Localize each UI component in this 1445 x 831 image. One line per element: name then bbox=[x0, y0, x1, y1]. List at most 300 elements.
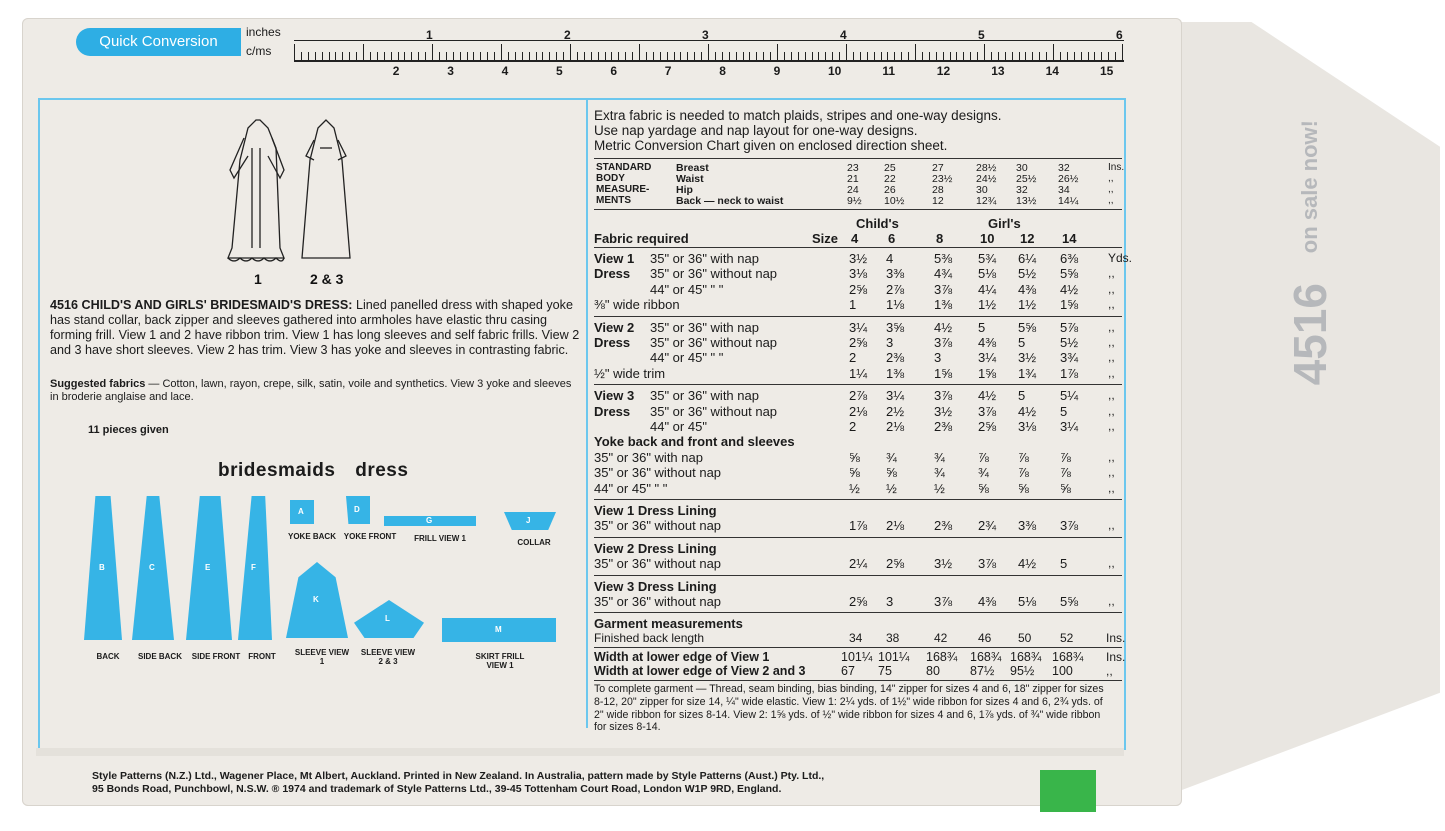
row-value: ⅝ bbox=[1018, 480, 1029, 496]
row-value: 4⅜ bbox=[978, 335, 997, 350]
row-value: 5 bbox=[1060, 403, 1068, 419]
row-unit: ,, bbox=[1108, 281, 1115, 296]
pieces-title: bridesmaids dress bbox=[218, 460, 409, 481]
ruler-tick bbox=[370, 52, 371, 60]
row-value: ¾ bbox=[934, 449, 945, 465]
row-value: ⅞ bbox=[1060, 465, 1071, 481]
row-value: 4½ bbox=[978, 388, 997, 404]
row-unit: ,, bbox=[1108, 403, 1115, 418]
ruler-tick bbox=[791, 52, 792, 60]
ruler-tick bbox=[598, 52, 599, 60]
ruler-tick bbox=[867, 52, 868, 60]
row-unit: ,, bbox=[1108, 335, 1115, 349]
row-value: 1⅝ bbox=[1060, 297, 1079, 313]
measure-value: 25½ bbox=[1016, 173, 1037, 185]
ruler-tick bbox=[515, 52, 516, 60]
row-value: ⅞ bbox=[1060, 449, 1071, 465]
row-value: 4½ bbox=[934, 319, 953, 335]
row-fabric: 44" or 45" bbox=[650, 419, 707, 434]
row-value: 1⅜ bbox=[934, 297, 953, 313]
ruler-tick bbox=[639, 44, 640, 60]
row-value: 5¾ bbox=[978, 251, 997, 266]
measure-unit: ,, bbox=[1108, 195, 1114, 206]
size-8: 8 bbox=[936, 231, 944, 246]
cm-mark-10: 10 bbox=[828, 64, 842, 78]
row-value: 2⅜ bbox=[934, 518, 953, 534]
row-value: 6⅜ bbox=[1060, 251, 1079, 266]
row-value: 4¾ bbox=[934, 266, 953, 282]
footer-line-2: 95 Bonds Road, Punchbowl, N.S.W. ® 1974 and trademark of Style Patterns Ltd., 39-45 Tottenham Court Road, London W1P 9RD, England. bbox=[92, 783, 782, 795]
dress-illustration bbox=[222, 108, 372, 292]
cm-mark-5: 5 bbox=[556, 64, 563, 78]
measure-value: 34 bbox=[1058, 184, 1070, 196]
measure-unit: ,, bbox=[1108, 173, 1114, 184]
measure-name: Breast bbox=[676, 162, 709, 174]
row-value: 1 bbox=[849, 297, 857, 313]
size-12: 12 bbox=[1020, 231, 1035, 246]
flap-sale-text: on sale now! bbox=[1297, 120, 1322, 254]
row-unit: ,, bbox=[1108, 365, 1115, 380]
pattern-piece-label: SLEEVE VIEW 2 & 3 bbox=[360, 648, 416, 666]
row-value: 3⅛ bbox=[849, 266, 868, 282]
ruler-tick bbox=[487, 52, 488, 60]
row-unit: ,, bbox=[1108, 518, 1115, 533]
pattern-piece-letter: A bbox=[298, 507, 304, 516]
ruler-tick bbox=[501, 44, 502, 60]
finished-back-value: 38 bbox=[886, 631, 900, 646]
ruler-tick bbox=[1088, 52, 1089, 60]
measure-value: 24 bbox=[847, 184, 859, 196]
row-value: 3½ bbox=[849, 251, 868, 266]
suggested-fabrics-text: — Cotton, lawn, rayon, crepe, silk, satin, voile and synthetics. View 3 yoke and sleeves in broderie anglaise and lace. bbox=[50, 378, 572, 403]
cm-mark-2: 2 bbox=[392, 64, 400, 78]
row-fabric: 35" or 36" with nap bbox=[650, 319, 759, 335]
row-value: 2¼ bbox=[849, 556, 868, 572]
ruler-tick bbox=[605, 52, 606, 60]
ruler-tick bbox=[494, 52, 495, 60]
ruler-tick bbox=[570, 44, 571, 60]
row-fabric: 44" or 45" " " bbox=[650, 281, 724, 297]
ruler-tick bbox=[950, 52, 951, 60]
row-unit: Yds. bbox=[1108, 251, 1133, 265]
table-rule bbox=[594, 612, 1122, 613]
measure-value: 14¼ bbox=[1058, 195, 1079, 207]
row-value: 2⅞ bbox=[886, 281, 905, 297]
pattern-piece-letter: B bbox=[99, 563, 105, 572]
row-unit: ,, bbox=[1108, 297, 1115, 312]
childs-header: Child's bbox=[856, 216, 899, 231]
ruler-tick bbox=[922, 52, 923, 60]
row-label: View 2 Dress Lining bbox=[594, 540, 717, 556]
ruler-tick bbox=[818, 52, 819, 60]
ruler-tick bbox=[936, 52, 937, 60]
ruler-tick bbox=[542, 52, 543, 60]
row-value: 1⅛ bbox=[886, 297, 905, 313]
measure-value: 10½ bbox=[884, 195, 905, 207]
measure-value: 26 bbox=[884, 184, 896, 196]
row-value: ½ bbox=[934, 480, 945, 496]
ruler-tick bbox=[839, 52, 840, 60]
ruler-tick bbox=[349, 52, 350, 60]
ruler-tick bbox=[777, 44, 778, 60]
pattern-piece-letter: L bbox=[385, 614, 390, 623]
row-value: 3½ bbox=[934, 556, 953, 572]
pattern-piece-label: SLEEVE VIEW 1 bbox=[294, 648, 350, 666]
row-value: 5⅛ bbox=[1018, 594, 1037, 609]
ruler-tick bbox=[322, 52, 323, 60]
pattern-description-body: Lined panelled dress with shaped yoke has stand collar, back zipper and sleeves gathered into armholes have elastic thru casing forming frill. View 1 and 2 have ribbon trim. View 1 has long sleeves and self fabric frills. View 2 and 3 have short sleeves. View 2 has trim. View 3 has yoke and sleeves in contrasting fabric. bbox=[50, 298, 580, 357]
width-value: 100 bbox=[1052, 664, 1073, 679]
row-label: View 1 bbox=[594, 251, 635, 266]
ruler-tick bbox=[1101, 52, 1102, 60]
row-label: ½" wide trim bbox=[594, 365, 666, 381]
ruler-tick bbox=[618, 52, 619, 60]
ruler-tick bbox=[998, 52, 999, 60]
ruler-tick bbox=[853, 52, 854, 60]
measure-value: 12¾ bbox=[976, 195, 997, 207]
row-value: 2⅜ bbox=[886, 350, 905, 366]
ruler-tick bbox=[625, 52, 626, 60]
pattern-description bbox=[50, 298, 582, 358]
row-value: ⅝ bbox=[849, 465, 860, 481]
row-value: 3⅞ bbox=[934, 388, 953, 404]
row-label: 35" or 36" without nap bbox=[594, 465, 722, 481]
inch-mark-1: 1 bbox=[426, 28, 433, 42]
ruler-tick bbox=[632, 52, 633, 60]
ruler-tick bbox=[874, 52, 875, 60]
ruler-tick bbox=[446, 52, 447, 60]
row-value: ¾ bbox=[978, 465, 989, 481]
pattern-piece-label: YOKE BACK bbox=[287, 532, 336, 541]
ruler-tick bbox=[680, 52, 681, 60]
ruler-tick bbox=[522, 52, 523, 60]
ruler-tick bbox=[473, 52, 474, 60]
flap-print bbox=[1240, 120, 1380, 720]
row-value: 1¾ bbox=[1018, 365, 1037, 381]
row-value: 2⅝ bbox=[886, 556, 905, 572]
ruler-tick bbox=[1060, 52, 1061, 60]
row-fabric: 44" or 45" " " bbox=[650, 350, 724, 366]
size-6: 6 bbox=[888, 231, 896, 246]
width-value: 168¾ bbox=[926, 650, 958, 665]
size-10: 10 bbox=[980, 231, 995, 246]
ruler-tick bbox=[894, 52, 895, 60]
row-value: 3⅜ bbox=[886, 266, 905, 282]
row-value: ½ bbox=[849, 480, 860, 496]
measure-value: 26½ bbox=[1058, 173, 1079, 185]
ruler-tick bbox=[798, 52, 799, 60]
inch-mark-4: 4 bbox=[840, 28, 847, 42]
ruler-tick bbox=[970, 52, 971, 60]
row-value: ⅝ bbox=[886, 465, 897, 481]
ruler-tick bbox=[529, 52, 530, 60]
ruler-tick bbox=[301, 52, 302, 60]
measure-value: 9½ bbox=[847, 195, 862, 207]
ruler-tick bbox=[384, 52, 385, 60]
finished-back-value: 52 bbox=[1060, 631, 1074, 646]
inch-scale-line bbox=[294, 40, 1124, 41]
ruler-tick bbox=[591, 52, 592, 60]
row-value: 4½ bbox=[1018, 556, 1037, 572]
row-value: 2 bbox=[849, 350, 857, 366]
cm-mark-15: 15 bbox=[1100, 64, 1114, 78]
ruler-tick bbox=[736, 52, 737, 60]
girls-header: Girl's bbox=[988, 216, 1021, 231]
ruler-tick bbox=[1005, 52, 1006, 60]
row-value: 3¼ bbox=[978, 350, 997, 366]
standard-body-label: STANDARD bbox=[596, 162, 652, 173]
ruler-tick bbox=[584, 52, 585, 60]
ruler-tick bbox=[701, 52, 702, 60]
row-value: 1¼ bbox=[849, 365, 868, 381]
ruler-tick bbox=[356, 52, 357, 60]
cm-mark-11: 11 bbox=[882, 64, 896, 78]
inch-mark-2: 2 bbox=[564, 28, 571, 42]
row-value: 4¼ bbox=[978, 281, 997, 297]
ruler-tick bbox=[729, 52, 730, 60]
row-value: 5 bbox=[978, 319, 986, 335]
measure-value: 22 bbox=[884, 173, 896, 185]
row-label: View 3 Dress Lining bbox=[594, 578, 717, 594]
width-value: 87½ bbox=[970, 664, 995, 679]
row-value: 3⅜ bbox=[1018, 518, 1037, 534]
width-value: 75 bbox=[878, 664, 892, 679]
ruler-tick bbox=[929, 52, 930, 60]
row-value: 3¼ bbox=[886, 388, 905, 404]
row-value: ¾ bbox=[886, 449, 897, 465]
cm-mark-8: 8 bbox=[719, 64, 726, 78]
table-rule bbox=[594, 647, 1122, 648]
ruler-tick bbox=[722, 52, 723, 60]
width-unit: Ins. bbox=[1106, 650, 1126, 665]
row-value: 5¼ bbox=[1060, 388, 1079, 404]
ruler-tick bbox=[611, 52, 612, 60]
inch-mark-5: 5 bbox=[978, 28, 985, 42]
cm-mark-4: 4 bbox=[501, 64, 509, 78]
ruler-tick bbox=[480, 52, 481, 60]
measure-value: 32 bbox=[1016, 184, 1028, 196]
row-value: ⅞ bbox=[978, 449, 989, 465]
row-label: View 2 bbox=[594, 319, 635, 335]
ruler-tick bbox=[1074, 52, 1075, 60]
pieces-given: 11 pieces given bbox=[88, 424, 169, 436]
row-unit: ,, bbox=[1108, 449, 1115, 464]
row-unit: ,, bbox=[1108, 480, 1115, 495]
row-unit: ,, bbox=[1108, 419, 1115, 433]
row-value: 5 bbox=[1060, 556, 1068, 572]
ruler-tick bbox=[335, 52, 336, 60]
ruler-tick bbox=[805, 52, 806, 60]
ruler-tick bbox=[653, 52, 654, 60]
row-value: 5⅞ bbox=[1060, 319, 1079, 335]
ruler-tick bbox=[418, 52, 419, 60]
ruler-tick bbox=[825, 52, 826, 60]
ruler-tick bbox=[308, 52, 309, 60]
measure-value: 30 bbox=[976, 184, 988, 196]
ruler-tick bbox=[963, 52, 964, 60]
row-value: 1⅜ bbox=[886, 365, 905, 381]
inches-label: inches bbox=[246, 25, 281, 39]
ruler-tick bbox=[1012, 52, 1013, 60]
width-unit: ,, bbox=[1106, 664, 1113, 679]
conversion-ruler bbox=[244, 22, 1130, 78]
row-unit: ,, bbox=[1108, 319, 1115, 334]
ruler-tick bbox=[715, 52, 716, 60]
row-value: 3⅞ bbox=[934, 594, 953, 609]
measure-value: 32 bbox=[1058, 162, 1070, 174]
row-label: Dress bbox=[594, 335, 631, 350]
width-value: 80 bbox=[926, 664, 940, 679]
ruler-tick bbox=[977, 52, 978, 60]
finished-back-label: Finished back length bbox=[594, 631, 705, 646]
width-value: 95½ bbox=[1010, 664, 1035, 679]
row-label: 44" or 45" " " bbox=[594, 480, 668, 496]
row-value: 4½ bbox=[1018, 403, 1037, 419]
cms-label: c/ms bbox=[246, 44, 272, 58]
pattern-piece-letter: C bbox=[149, 563, 155, 572]
ruler-tick bbox=[812, 52, 813, 60]
row-label: 35" or 36" with nap bbox=[594, 449, 703, 465]
pattern-piece-label: FRILL VIEW 1 bbox=[414, 534, 466, 543]
row-value: 5⅛ bbox=[978, 266, 997, 282]
row-label: View 3 bbox=[594, 388, 635, 404]
row-label: Dress bbox=[594, 266, 631, 282]
width-value: 168¾ bbox=[970, 650, 1002, 665]
measure-value: 30 bbox=[1016, 162, 1028, 174]
ruler-tick bbox=[398, 52, 399, 60]
cm-mark-13: 13 bbox=[991, 64, 1005, 78]
row-value: 4½ bbox=[1060, 281, 1079, 297]
intro-line: Use nap yardage and nap layout for one-way designs. bbox=[594, 123, 918, 138]
ruler-tick bbox=[577, 52, 578, 60]
table-rule bbox=[594, 575, 1122, 576]
row-value: 1⅝ bbox=[978, 365, 997, 381]
ruler-tick bbox=[887, 52, 888, 60]
pattern-piece-letter: G bbox=[426, 516, 433, 525]
cm-mark-7: 7 bbox=[664, 64, 672, 78]
row-value: 3⅞ bbox=[934, 335, 953, 350]
row-value: ½ bbox=[886, 480, 897, 496]
ruler-tick bbox=[329, 52, 330, 60]
ruler-tick bbox=[1081, 52, 1082, 60]
pattern-piece-label: SIDE FRONT bbox=[191, 652, 241, 661]
row-value: 3 bbox=[886, 335, 894, 350]
measure-name: Back — neck to waist bbox=[676, 195, 784, 207]
row-value: 3 bbox=[886, 594, 894, 609]
publisher-footer bbox=[92, 770, 992, 796]
green-label bbox=[1040, 770, 1096, 812]
ruler-tick bbox=[315, 52, 316, 60]
measure-name: Waist bbox=[676, 173, 704, 185]
suggested-fabrics bbox=[50, 378, 582, 404]
ruler-tick bbox=[556, 52, 557, 60]
table-rule bbox=[594, 537, 1122, 538]
row-fabric: 35" or 36" without nap bbox=[650, 403, 778, 419]
ruler-tick bbox=[1039, 52, 1040, 60]
envelope-bottom-strip bbox=[36, 748, 1124, 756]
row-value: 2⅝ bbox=[849, 594, 868, 609]
cm-mark-3: 3 bbox=[447, 64, 454, 78]
row-value: 3¼ bbox=[849, 319, 868, 335]
ruler-tick bbox=[508, 52, 509, 60]
flap-pattern-number: 4516 bbox=[1284, 283, 1336, 386]
finished-back-value: 50 bbox=[1018, 631, 1032, 646]
row-label: 35" or 36" without nap bbox=[594, 594, 722, 609]
row-value: 6¼ bbox=[1018, 251, 1037, 266]
ruler-tick bbox=[694, 52, 695, 60]
row-value: 5⅜ bbox=[934, 251, 953, 266]
row-unit: ,, bbox=[1108, 266, 1115, 281]
ruler-tick bbox=[342, 52, 343, 60]
finished-back-value: 42 bbox=[934, 631, 948, 646]
row-unit: ,, bbox=[1108, 556, 1115, 571]
row-value: ⅝ bbox=[849, 449, 860, 465]
ruler-tick bbox=[432, 44, 433, 60]
cm-mark-6: 6 bbox=[610, 64, 618, 78]
finished-back-value: 34 bbox=[849, 631, 863, 646]
row-unit: ,, bbox=[1108, 350, 1115, 365]
ruler-tick bbox=[404, 52, 405, 60]
finished-back-value: 46 bbox=[978, 631, 992, 646]
table-rule bbox=[594, 209, 1122, 210]
row-value: 2⅝ bbox=[849, 281, 868, 297]
ruler-tick bbox=[425, 52, 426, 60]
ruler-tick bbox=[411, 52, 412, 60]
pattern-piece-letter: K bbox=[313, 595, 319, 604]
ruler-tick bbox=[453, 52, 454, 60]
ruler-tick bbox=[832, 52, 833, 60]
row-value: 3⅞ bbox=[934, 281, 953, 297]
row-unit: ,, bbox=[1108, 388, 1115, 403]
pattern-piece-label: FRONT bbox=[248, 652, 276, 661]
table-rule bbox=[594, 247, 1122, 248]
pattern-number: 4516 bbox=[50, 298, 79, 312]
ruler-tick bbox=[460, 52, 461, 60]
width-value: 101¼ bbox=[841, 650, 873, 665]
row-value: 2⅛ bbox=[849, 403, 868, 419]
row-value: 3⅞ bbox=[978, 556, 997, 572]
row-value: 5⅝ bbox=[1018, 319, 1037, 335]
row-value: 1⅝ bbox=[934, 365, 953, 381]
inch-mark-6: 6 bbox=[1116, 28, 1123, 42]
garment-measurements-label: Garment measurements bbox=[594, 616, 743, 632]
row-value: 4⅜ bbox=[978, 594, 997, 609]
size-4: 4 bbox=[851, 231, 859, 246]
inch-mark-3: 3 bbox=[702, 28, 709, 42]
ruler-tick bbox=[646, 52, 647, 60]
row-value: 3⅞ bbox=[978, 403, 997, 419]
measure-value: 21 bbox=[847, 173, 859, 185]
ruler-tick bbox=[991, 52, 992, 60]
row-unit: ,, bbox=[1108, 594, 1115, 608]
ruler-tick bbox=[756, 52, 757, 60]
row-value: 2 bbox=[849, 419, 857, 434]
standard-body-label: MENTS bbox=[596, 195, 631, 206]
row-value: ¾ bbox=[934, 465, 945, 481]
pattern-piece-label: YOKE FRONT bbox=[343, 532, 397, 541]
row-value: 2½ bbox=[886, 403, 905, 419]
cm-scale-line bbox=[294, 60, 1124, 62]
ruler-tick bbox=[1115, 52, 1116, 60]
ruler-tick bbox=[1019, 52, 1020, 60]
ruler-tick bbox=[536, 52, 537, 60]
ruler-tick bbox=[377, 52, 378, 60]
pattern-title: CHILD'S AND GIRLS' BRIDESMAID'S DRESS: bbox=[81, 298, 353, 312]
ruler-tick bbox=[1053, 44, 1054, 60]
row-value: 2⅝ bbox=[978, 419, 997, 434]
ruler-tick bbox=[563, 52, 564, 60]
row-unit: ,, bbox=[1108, 465, 1115, 480]
